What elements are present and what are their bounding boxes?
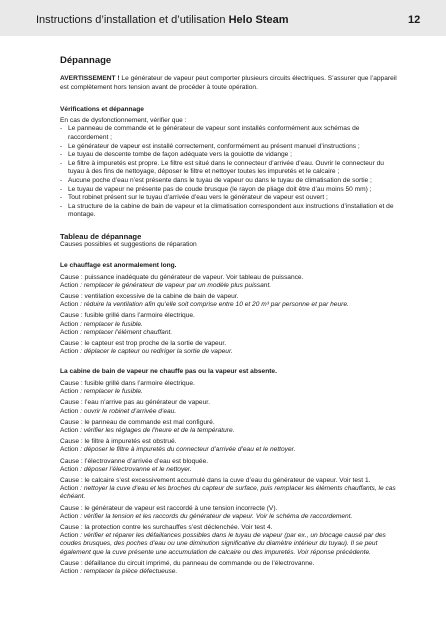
cause-text: Cause : l’électrovanne d’arrivée d’eau est bloquée.	[60, 457, 209, 465]
cause-text: Cause : le capteur est trop proche de la sortie de vapeur.	[60, 340, 227, 348]
action-text: Action : remplacer le générateur de vapeur par un modèle plus puissant.	[60, 281, 272, 289]
action-text: Action : vérifier et réparer les défaillances possibles dans le tuyau de vapeur (par ex., un blocage causé par des coudes brusques, des poches d’eau ou une diminution significative du diamètre intérieur du tuyau). Il se peut également que la cuve présente une accumulation de calcaire ou des impuretés. Voir réponse précédente.	[60, 532, 386, 556]
list-item: - Le générateur de vapeur est installé correctement, conformément au présent manuel d’instructions ;	[60, 143, 400, 152]
cause-entry	[60, 340, 400, 356]
list-item: - Le filtre à impuretés est propre. Le filtre est situé dans le connecteur d’arrivée d’eau. Ouvrir le connecteur du tuyau à des fins de nettoyage, déposer le filtre et nettoyer toutes les impuretés et le calcaire ;	[60, 160, 400, 177]
page-header	[0, 0, 446, 36]
cause-text: Cause : le filtre à impuretés est obstrué.	[60, 438, 177, 446]
action-text: Action : réduire la ventilation afin qu’elle soit comprise entre 10 et 20 m³ par personne et par heure.	[60, 301, 349, 309]
cause-text: Cause : la protection contre les surchauffes s’est déclenchée. Voir test 4.	[60, 524, 273, 532]
cause-entry	[60, 524, 400, 557]
cause-entry	[60, 560, 400, 576]
cause-text: Cause : le calcaire s’est excessivement accumulé dans la cuve d’eau du générateur de vapeur. Voir test 1.	[60, 477, 371, 485]
cause-text: Cause : ventilation excessive de la cabine de bain de vapeur.	[60, 293, 239, 300]
cause-entry	[60, 293, 400, 309]
problem-title: La cabine de bain de vapeur ne chauffe pas ou la vapeur est absente.	[60, 368, 277, 376]
action-text: Action : nettoyer la cuve d’eau et les broches du capteur de surface, puis remplacer les éléments chauffants, le cas échéant.	[60, 485, 396, 501]
troubleshooting-table-subtitle: Causes possibles et suggestions de réparation	[60, 241, 197, 249]
list-item: - Tout robinet présent sur le tuyau d’arrivée d’eau vers le générateur de vapeur est ouvert ;	[60, 194, 400, 203]
problem-section-slow-heating	[60, 262, 400, 356]
cause-entry	[60, 419, 400, 435]
cause-text: Cause : le panneau de commande est mal configuré.	[60, 418, 215, 426]
cause-entry	[60, 380, 400, 396]
cause-entry	[60, 458, 400, 474]
action-text: Action : déposer le filtre à impuretés du connecteur d’arrivée d’eau et le nettoyer.	[60, 446, 296, 454]
checks-title: Vérifications et dépannage	[60, 106, 144, 114]
checks-list	[60, 125, 400, 220]
cause-text: Cause : puissance inadéquate du générateur de vapeur. Voir tableau de puissance.	[60, 273, 304, 281]
problem-title: Le chauffage est anormalement long.	[60, 262, 177, 269]
checks-intro: En cas de dysfonctionnement, vérifier que :	[60, 116, 187, 124]
action-text: Action : vérifier les réglages de l’heure et de la température.	[60, 427, 235, 435]
page-number: 12	[408, 14, 421, 26]
warning-label: AVERTISSEMENT !	[60, 75, 120, 82]
action-text: Action : déposer l’électrovanne et le nettoyer.	[60, 465, 192, 473]
list-item: - Le tuyau de descente tombe de façon adéquate vers la gouiotte de vidange ;	[60, 151, 400, 160]
section-title: Dépannage	[60, 55, 112, 66]
cause-entry	[60, 505, 400, 521]
action-text: Action : remplacer le fusible.	[60, 388, 143, 396]
cause-text: Cause : fusible grillé dans l’armoire électrique.	[60, 312, 195, 320]
list-item: - Aucune poche d’eau n’est présente dans le tuyau de vapeur ou dans le tuyau de climatisation de sortie ;	[60, 177, 400, 186]
cause-text: Cause : défaillance du circuit imprimé, du panneau de commande ou de l’électrovanne.	[60, 559, 315, 567]
list-item: - Le tuyau de vapeur ne présente pas de coude brusque (le rayon de pliage doit être d’au moins 50 mm) ;	[60, 186, 400, 195]
action-text: Action : déplacer le capteur ou rediriger la sortie de vapeur.	[60, 348, 233, 356]
problem-section-no-steam	[60, 368, 400, 576]
list-item: - La structure de la cabine de bain de vapeur et la climatisation correspondent aux instructions d’installation et de montage.	[60, 203, 400, 220]
warning-text: Le générateur de vapeur peut comporter plusieurs circuits électriques. S’assurer que l’appareil est complètement hors tension avant de procéder à toute opération.	[60, 75, 397, 91]
cause-entry	[60, 312, 400, 337]
cause-text: Cause : l’eau n’arrive pas au générateur de vapeur.	[60, 399, 210, 407]
action-text: Action : ouvrir le robinet d’arrivée d’eau.	[60, 407, 177, 415]
cause-text: Cause : fusible grillé dans l’armoire électrique.	[60, 380, 195, 388]
action-text: Action : remplacer la pièce défectueuse.	[60, 568, 178, 576]
cause-entry	[60, 477, 400, 502]
brand-name: Helo Steam	[228, 14, 289, 26]
action-text: Action : remplacer le fusible.	[60, 320, 143, 328]
action-text: Action : vérifier la tension et les raccords du générateur de vapeur. Voir le schéma de raccordement.	[60, 512, 353, 520]
cause-entry	[60, 274, 400, 290]
action-text: Action : remplacer l’élément chauffant.	[60, 328, 173, 336]
troubleshooting-table-title: Tableau de dépannage	[60, 231, 142, 241]
page-content	[60, 55, 400, 588]
cause-text: Cause : le générateur de vapeur est raccordé à une tension incorrecte (V).	[60, 504, 278, 512]
cause-entry	[60, 399, 400, 415]
cause-entry	[60, 438, 400, 454]
document-title: Instructions d’installation et d’utilisation Helo Steam	[36, 14, 289, 26]
warning-paragraph	[60, 75, 400, 92]
list-item: - Le panneau de commande et le générateur de vapeur sont installés conformément aux schémas de raccordement ;	[60, 125, 400, 142]
